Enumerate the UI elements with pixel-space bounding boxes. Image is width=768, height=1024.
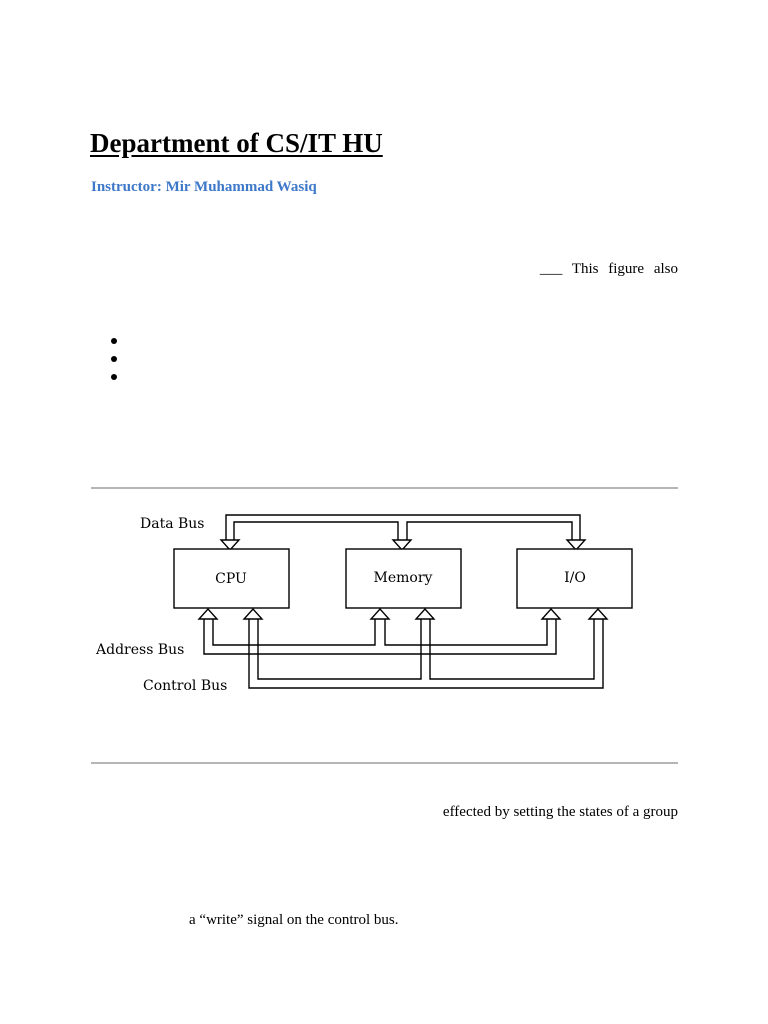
io-label: I/O	[564, 570, 586, 586]
address-bus-label: Address Bus	[96, 642, 185, 658]
control-bus-arrow-io	[589, 609, 607, 619]
control-bus-arrow-cpu	[244, 609, 262, 619]
address-bus-arrow-cpu	[199, 609, 217, 619]
cpu-label: CPU	[215, 571, 247, 587]
address-bus-arrow-io	[542, 609, 560, 619]
page-title: Department of CS/IT HU	[90, 128, 383, 158]
figure-bottom-rule	[91, 762, 678, 764]
address-bus-outline	[204, 619, 556, 654]
text-fragment-figure: ___ This figure also	[539, 261, 678, 277]
control-bus-label: Control Bus	[143, 678, 228, 694]
address-bus-arrow-memory	[371, 609, 389, 619]
data-bus-outline	[226, 515, 580, 540]
instructor-name: Instructor: Mir Muhammad Wasiq	[91, 179, 317, 195]
control-bus-arrow-memory	[416, 609, 434, 619]
data-bus-label: Data Bus	[140, 516, 205, 532]
text-fragment-control-states: effected by setting the states of a group	[442, 804, 678, 820]
memory-label: Memory	[373, 570, 433, 586]
text-fragment-write-signal: a “write” signal on the control bus.	[189, 912, 399, 928]
